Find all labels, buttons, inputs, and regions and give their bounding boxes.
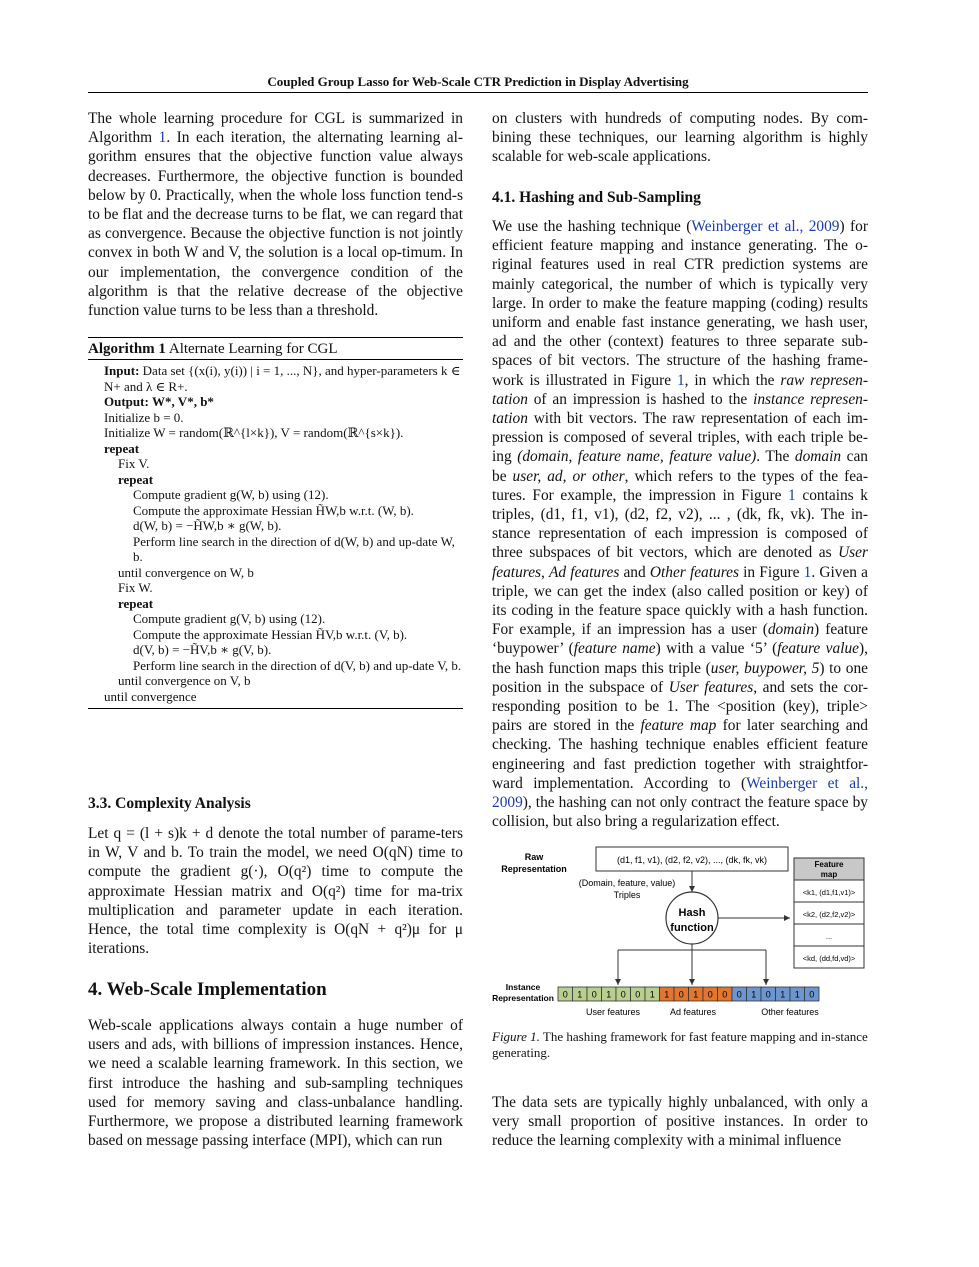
- feature-map-row: <kd, (dd,fd,vd)>: [802, 954, 856, 963]
- running-title: Coupled Group Lasso for Web-Scale CTR Prediction in Display Advertising: [267, 74, 689, 89]
- bit-value: 1: [606, 989, 612, 1000]
- hash-label-2: function: [670, 922, 714, 934]
- bit-value: 1: [780, 989, 786, 1000]
- section-3-3-title: 3.3. Complexity Analysis: [88, 795, 251, 812]
- triples-caption-1: (Domain, feature, value): [578, 878, 676, 888]
- right-paragraph-0: on clusters with hundreds of computing nodes. By com-bining these techniques, our learning algorithm is highly scalable for web-scale applications.: [492, 110, 868, 166]
- right-paragraph-2: The data sets are typically highly unbalanced, with only a very small proportion of positive instances. In order to reduce the learning complexity with a minimal influence: [492, 1094, 868, 1150]
- section-4-text: Web-scale applications always contain a huge number of users and ads, with billions of impression instances. Hence, we need a scalable learning framework. In this section, we first introduce the hashing and sub-sampling techniques used for memory saving and class-unbalance handling. Furthermore, we propose a distributed learning framework based on message passing interface (MPI), which can run: [88, 1017, 463, 1150]
- bit-value: 0: [736, 989, 742, 1000]
- section-3-3-text: Let q = (l + s)k + d denote the total number of parame-ters in W, V and b. To train the model, we need O(qN) time to compute the gradient g(·), O(q²) time to compute the approximate Hessian matrix and O(q²) time for ma-trix multiplication and parameter update in each iteration. Hence, the total time complexity is O(qN + q²)μ for μ iterations.: [88, 825, 463, 958]
- bit-value: 0: [678, 989, 684, 1000]
- section-4-title: 4. Web-Scale Implementation: [88, 979, 327, 1000]
- figure-ref-link[interactable]: 1: [788, 486, 796, 504]
- bit-value: 1: [693, 989, 699, 1000]
- triples-box-text: (d1, f1, v1), (d2, f2, v2), ..., (dk, fk, vk): [616, 855, 768, 865]
- bit-value: 1: [577, 989, 583, 1000]
- header-rule: [88, 92, 868, 93]
- feature-map-row: ...: [825, 932, 833, 941]
- feature-map-table: [794, 858, 864, 968]
- left-paragraph-1: The whole learning procedure for CGL is summarized in Algorithm 1. In each iteration, the alternating learning al-gorithm ensures that the objective function value always decreases. Furthermore, the objective function is bounded below by 0. Practically, when the whole loss function tend-s to be flat and the decrease turns to be flat, we can regard that as convergence. Because the objective function is not jointly convex in both W and V, the solution is a local op-timum. In our implementation, the convergence condition of the algorithm is that the relative decrease of the objective function value turns to be less than a threshold.: [88, 110, 463, 320]
- user-features-label: User features: [585, 1007, 641, 1017]
- figure-caption: Figure 1. The hashing framework for fast feature mapping and in-stance generating.: [492, 1029, 868, 1060]
- figure-ref-link[interactable]: 1: [803, 563, 812, 581]
- algorithm-body: Input: Data set {(x(i), y(i)) | i = 1, ..., N}, and hyper-parameters k ∈ N+ and λ ∈ R+. Output: W*, V*, b* Initialize b = 0. Initialize W = random(ℝ^{l×k}), V = random(ℝ^{s×k}). repeat Fix V. repeat Compute gradient g(W, b) using (12). Compute the approximate Hessian H̃W,b w.r.t. (W, b). d(W, b) = −H̃W,b ∗ g(W, b). Perform line search in the direction of d(W, b) and up-date W, b. until convergence on W, b Fix W. repeat Compute gradient g(V, b) using (12). Compute the approximate Hessian H̃V,b w.r.t. (V, b). d(V, b) = −H̃V,b ∗ g(V, b). Perform line search in the direction of d(V, b) and up-date V, b. until convergence on V, b until convergence: [104, 363, 462, 704]
- bit-value: 0: [809, 989, 815, 1000]
- algorithm-box: [88, 337, 463, 709]
- citation-link[interactable]: Weinberger et al., 2009: [492, 774, 869, 812]
- bit-value: 0: [591, 989, 597, 1000]
- instance-label-2: Representation: [492, 993, 554, 1003]
- other-features-label: Other features: [761, 1007, 819, 1017]
- feature-map-title-1: Feature: [814, 860, 844, 869]
- algorithm-title: Algorithm 1 Alternate Learning for CGL: [88, 341, 338, 357]
- algorithm-ref-link[interactable]: 1: [158, 129, 167, 147]
- raw-label-2: Representation: [501, 864, 567, 874]
- hashing-framework-figure: [492, 840, 868, 1025]
- bit-value: 0: [765, 989, 771, 1000]
- instance-label-1: Instance: [505, 982, 541, 992]
- right-paragraph-1: We use the hashing technique (Weinberger et al., 2009) for efficient feature mapping and instance generating. The o-riginal features used in real CTR prediction systems are mainly categorical, the number of which is typically very large. In order to make the feature mapping (coding) results uniform and enable fast instance generating, we hash user, ad and the other (context) features to three separate sub-spaces of bit vectors. The structure of the hashing frame-work is illustrated in Figure 1, in which the raw represen-tation of an impression is hashed to the instance represen-tation with bit vectors. The raw representation of each im-pression is composed of several triples, with each triple be-ing (domain, feature name, feature value). The domain can be user, ad, or other, which refers to the types of the fea-tures. For example, the impression in Figure 1 contains k triples, (d1, f1, v1), (d2, f2, v2), ... , (dk, fk, vk). The in-stance representation of each impression is composed of three subspaces of bit vectors, which are denoted as User features, Ad features and Other features in Figure 1. Given a triple, we can get the index (also called position or key) of its coding in the feature space quickly with a hash function. For example, if an impression has a user (domain) feature ‘buypower’ (feature name) with a value ‘5’ (feature value), the hash function maps this triple (user, buypower, 5) to one position in the subspace of User features, and sets the cor-responding position to be 1. The <position (key), triple> pairs are stored in the feature map for later searching and checking. The hashing technique enables efficient feature engineering and fast prediction together with straightfor-ward implementation. According to (Weinberger et al., 2009), the hashing can not only contract the feature space by collision, but also bring a regularization effect.: [492, 218, 869, 831]
- triples-caption-2: Triples: [613, 890, 641, 900]
- feature-map-row: <k1, (d1,f1,v1)>: [802, 888, 856, 897]
- ad-features-label: Ad features: [669, 1007, 717, 1017]
- bit-value: 0: [722, 989, 728, 1000]
- figure-svg: [492, 840, 868, 1025]
- figure-ref-link[interactable]: 1: [676, 371, 685, 389]
- algorithm-input: Input: Data set {(x(i), y(i)) | i = 1, ..., N}, and hyper-parameters k ∈ N+ and λ ∈ R+.: [104, 363, 461, 394]
- feature-map-title-2: map: [820, 870, 838, 879]
- bit-value: 1: [649, 989, 655, 1000]
- citation-link[interactable]: Weinberger et al., 2009: [691, 218, 840, 235]
- bit-value: 1: [664, 989, 670, 1000]
- instance-bit-vector: [558, 987, 819, 1001]
- bit-value: 1: [794, 989, 800, 1000]
- algorithm-output: Output: W*, V*, b*: [104, 394, 214, 409]
- bit-value: 1: [751, 989, 757, 1000]
- bit-value: 0: [562, 989, 568, 1000]
- feature-map-row: <k2, (d2,f2,v2)>: [802, 910, 856, 919]
- raw-label-1: Raw: [524, 852, 544, 862]
- hash-label-1: Hash: [678, 907, 706, 919]
- bit-value: 0: [620, 989, 626, 1000]
- bit-value: 0: [635, 989, 641, 1000]
- section-4-1-title: 4.1. Hashing and Sub-Sampling: [492, 189, 701, 206]
- bit-value: 0: [707, 989, 713, 1000]
